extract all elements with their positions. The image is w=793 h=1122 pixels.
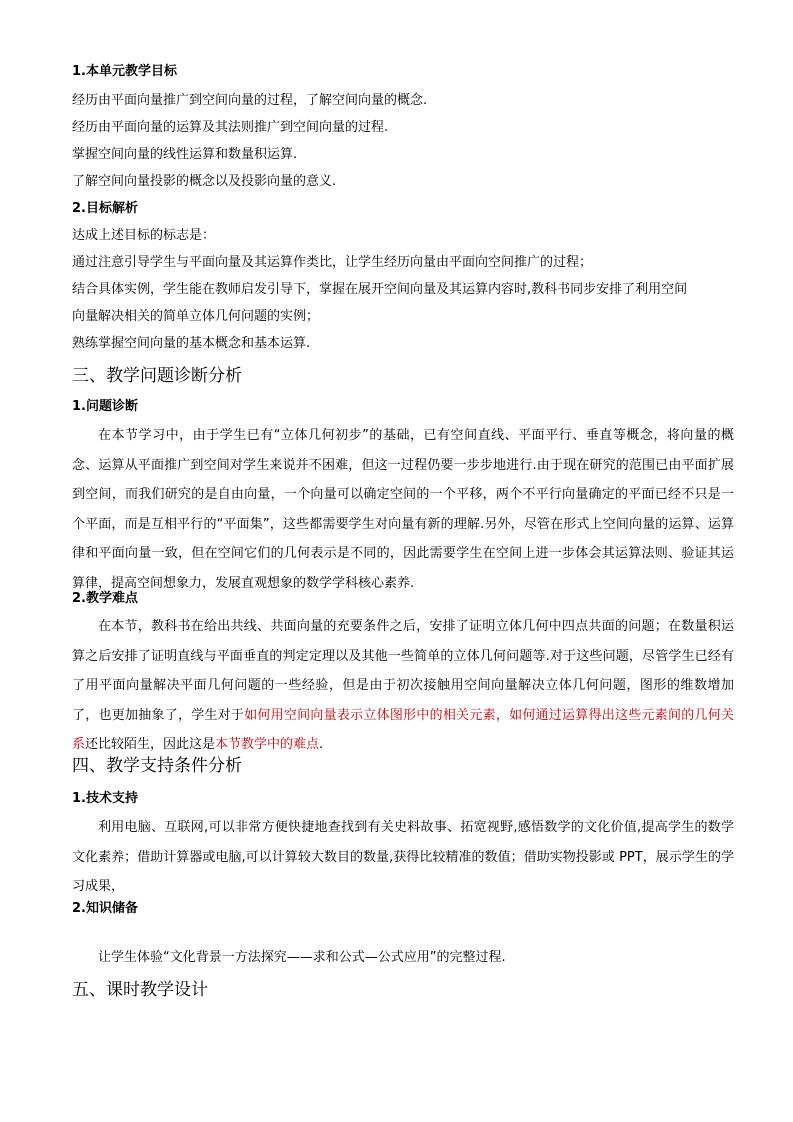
tech-support-paragraph: 利用电脑、互联网,可以非常方便快捷地查找到有关史料故事、拓宽视野,感悟数学的文化价值,提高学生的数学文化素养；借助计算器或电脑,可以计算较大数目的数量,获得比较精准的数值；借助实物投影或 PPT，展示学生的学习成果， (72, 820, 734, 894)
heading-lesson-design: 五、课时教学设计 (72, 980, 208, 1000)
goal-item: 了解空间向量投影的概念以及投影向量的意义. (72, 174, 337, 189)
analysis-line: 结合具体实例，学生能在教师启发引导下，掌握在展开空间向量及其运算内容时,教科书同步安排了利用空间 (72, 282, 688, 297)
goal-item: 经历由平面向量推广到空间向量的过程，了解空间向量的概念. (72, 93, 428, 108)
analysis-line: 达成上述目标的标志是： (72, 228, 216, 243)
knowledge-paragraph: 让学生体验“文化背景一方法探究——求和公式—公式应用”的完整过程. (98, 950, 506, 965)
section-title-tech-support: 1.技术支持 (72, 791, 138, 806)
section-title-goal-analysis: 2.目标解析 (72, 201, 138, 216)
difficulty-text: . (319, 737, 324, 752)
difficulty-text: 在本节，教科书在给出共线、共面向量的充要条件之后，安排了证明立体几何中四点共面的问题；在数量积运算之后安排了证明直线与平面垂直的判定定理以及其他一些简单的立体几何问题等.对于这些问题，尽管学生已经有了用平面向量解决平面几何问题的一些经验，但是由于初次接触用空间向量解决立体几何问题，图形的维数增加了，也更加抽象了，学生对于 (72, 619, 734, 723)
section-title-unit-goals: 1.本单元教学目标 (72, 64, 177, 79)
diagnosis-paragraph: 在本节学习中，由于学生已有“立体几何初步”的基础，已有空间直线、平面平行、垂直等概念，将向量的概念、运算从平面推广到空间对学生来说并不困难，但这一过程仍要一步步地进行.由于现在研究的范围已由平面扩展到空间，而我们研究的是自由向量，一个向量可以确定空间的一个平移，两个不平行向量确定的平面已经不只是一个平面，而是互相平行的“平面集”，这些都需要学生对向量有新的理解.另外，尽管在形式上空间向量的运算、运算律和平面向量一致，但在空间它们的几何表示是不同的，因此需要学生在空间上进一步体会其运算法则、验证其运算律，提高空间想象力，发展直观想象的数学学科核心素养. (72, 428, 734, 591)
difficulty-highlight: 如何用空间向量表示立体图形中的相关元素，如何通过运算得出这些元素间的几何关系 (72, 707, 734, 752)
heading-support-conditions: 四、教学支持条件分析 (72, 756, 242, 776)
difficulty-paragraph (72, 612, 734, 760)
analysis-line: 通过注意引导学生与平面向量及其运算作类比，让学生经历向量由平面向空间推广的过程； (72, 255, 593, 270)
section-title-diagnosis: 1.问题诊断 (72, 399, 138, 414)
goal-item: 掌握空间向量的线性运算和数量积运算. (72, 147, 298, 162)
difficulty-text: 还比较陌生，因此这是 (85, 737, 216, 752)
section-title-difficulty: 2.教学难点 (72, 591, 138, 606)
section-title-knowledge: 2.知识储备 (72, 901, 138, 916)
heading-problem-diagnosis: 三、教学问题诊断分析 (72, 366, 242, 386)
analysis-line: 向量解决相关的简单立体几何问题的实例； (72, 309, 320, 324)
analysis-line: 熟练掌握空间向量的基本概念和基本运算. (72, 336, 311, 351)
difficulty-highlight: 本节教学中的难点 (215, 737, 320, 752)
goal-item: 经历由平面向量的运算及其法则推广到空间向量的过程. (72, 120, 389, 135)
